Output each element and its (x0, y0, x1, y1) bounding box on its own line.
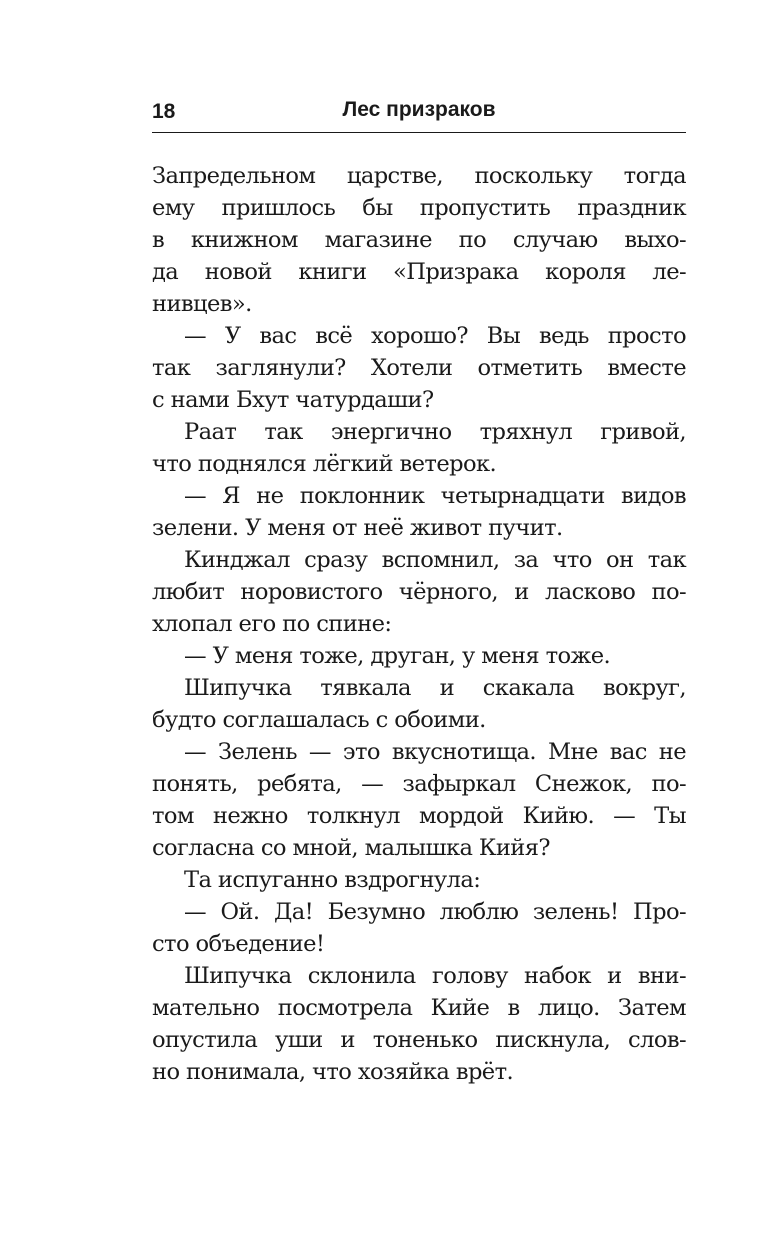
text-line: Шипучка тявкала и скакала вокруг, (184, 675, 686, 701)
body-text (152, 160, 686, 1088)
text-line: понять, ребята, — зафыркал Снежок, по- (152, 771, 686, 797)
text-line: в книжном магазине по случаю выхо- (152, 227, 686, 253)
text-line: так заглянули? Хотели отметить вместе (152, 355, 686, 381)
text-line: опустила уши и тоненько пискнула, слов- (152, 1027, 686, 1053)
text-line: — Ой. Да! Безумно люблю зелень! Про- (184, 899, 686, 925)
text-line: — Зелень — это вкуснотища. Мне вас не (184, 739, 686, 765)
text-line: Та испуганно вздрогнула: (184, 867, 481, 893)
page-number: 18 (152, 100, 176, 123)
text-line: согласна со мной, малышка Кийя? (152, 835, 550, 861)
text-line: Кинджал сразу вспомнил, за что он так (184, 547, 686, 573)
text-line: — У вас всё хорошо? Вы ведь просто (184, 323, 686, 349)
text-line: зелени. У меня от неё живот пучит. (152, 515, 563, 541)
text-line: с нами Бхут чатурдаши? (152, 387, 434, 413)
text-line: сто объедение! (152, 931, 325, 957)
text-line: но понимала, что хозяйка врёт. (152, 1059, 514, 1085)
text-line: что поднялся лёгкий ветерок. (152, 451, 497, 477)
text-line: Шипучка склонила голову набок и вни- (184, 963, 686, 989)
text-line: будто соглашалась с обоими. (152, 707, 486, 733)
text-line: — У меня тоже, друган, у меня тоже. (184, 643, 611, 669)
running-title: Лес призраков (342, 98, 496, 121)
page-header (152, 96, 686, 136)
text-line: Запредельном царстве, поскольку тогда (152, 163, 686, 189)
text-line: да новой книги «Призрака короля ле- (152, 259, 686, 285)
text-line: ему пришлось бы пропустить праздник (152, 195, 686, 221)
header-rule (152, 132, 686, 133)
text-line: Раат так энергично тряхнул гривой, (184, 419, 686, 445)
text-line: — Я не поклонник четырнадцати видов (184, 483, 686, 509)
text-line: хлопал его по спине: (152, 611, 392, 637)
text-line: нивцев». (152, 291, 252, 317)
text-line: любит норовистого чёрного, и ласково по- (152, 579, 686, 605)
text-line: том нежно толкнул мордой Кийю. — Ты (152, 803, 686, 829)
text-line: мательно посмотрела Кийе в лицо. Затем (152, 995, 686, 1021)
